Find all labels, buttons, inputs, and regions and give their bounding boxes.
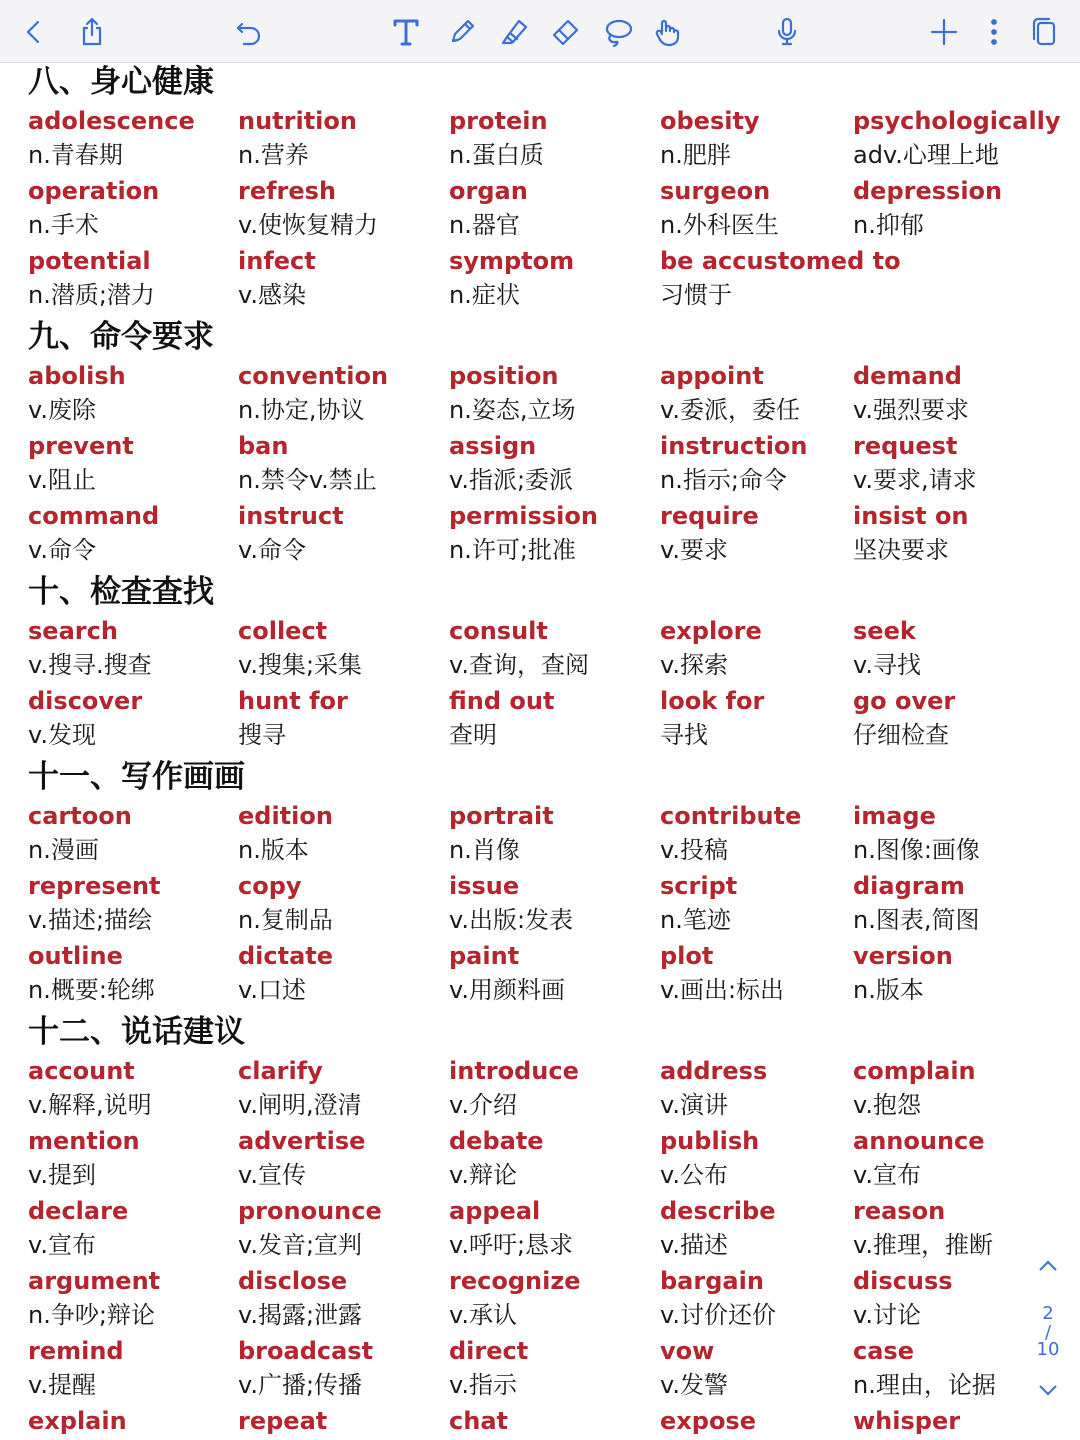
vocab-word: explore [660,617,762,645]
vocab-word: diagram [853,872,965,900]
vocab-meaning: v.描述 [660,1231,728,1259]
vocab-word: collect [238,617,328,645]
vocab-meaning: v.描述;描绘 [28,906,153,934]
vocab-word: nutrition [238,107,357,135]
vocab-word: portrait [449,802,554,830]
vocab-meaning: n.漫画 [28,836,99,864]
text-icon [389,15,423,49]
page-separator: / [1044,1322,1052,1343]
vocab-meaning: n.青春期 [28,141,123,169]
vocab-word: chat [449,1407,508,1435]
vocab-word: bargain [660,1267,764,1295]
vocab-meaning: v.指派;委派 [449,466,574,494]
vocab-meaning: v.讨论 [853,1301,921,1329]
vocab-meaning: 搜寻 [238,721,286,749]
plus-icon [927,15,961,49]
vocab-word: position [449,362,559,390]
toolbar [0,0,1080,63]
vocab-word: permission [449,502,598,530]
vocab-word: refresh [238,177,337,205]
vocab-meaning: v.阻止 [28,466,96,494]
vocab-word: contribute [660,802,802,830]
vocab-meaning: v.闸明,澄清 [238,1091,362,1119]
share-icon [75,15,109,49]
vocab-meaning: n.版本 [853,976,924,1004]
copy-pages-icon [1027,15,1061,49]
vocab-word: version [853,942,953,970]
gesture-tool-button[interactable] [646,10,690,54]
vocab-meaning: v.指示 [449,1371,517,1399]
back-button[interactable] [12,10,56,54]
vocab-meaning: n.姿态,立场 [449,396,576,424]
page-current: 2 [1042,1303,1054,1324]
vocab-meaning: n.理由，论据 [853,1371,996,1399]
vocab-meaning: v.搜寻.搜查 [28,651,152,679]
vocab-meaning: 坚决要求 [853,536,949,564]
vocab-word: broadcast [238,1337,374,1365]
vocab-meaning: v.出版:发表 [449,906,574,934]
vocab-meaning: v.感染 [238,281,306,309]
vocab-meaning: n.指示;命令 [660,466,787,494]
vocab-word: remind [28,1337,124,1365]
vocab-word: publish [660,1127,760,1155]
vocab-word: go over [853,687,956,715]
vocab-meaning: v.强烈要求 [853,396,969,424]
page-total: 10 [1036,1339,1060,1360]
share-button[interactable] [70,10,114,54]
vocab-meaning: n.营养 [238,141,309,169]
vocab-word: find out [449,687,555,715]
vocab-meaning: v.提醒 [28,1371,96,1399]
vocab-meaning: 查明 [449,721,497,749]
vocab-word: advertise [238,1127,366,1155]
vocab-word: disclose [238,1267,348,1295]
vocab-word: instruct [238,502,344,530]
eraser-icon [548,15,582,49]
vocab-meaning: 习惯于 [660,281,732,309]
vocab-meaning: v.抱怨 [853,1091,921,1119]
chevron-left-icon [17,15,51,49]
section-heading: 十一、写作画画 [28,759,245,795]
vocab-meaning: v.辩论 [449,1161,517,1189]
vocab-meaning: n.蛋白质 [449,141,544,169]
vocab-word: psychologically [853,107,1061,135]
vocab-word: dictate [238,942,334,970]
microphone-icon [770,15,804,49]
vocab-meaning: 仔细检查 [853,721,949,749]
vocab-word: expose [660,1407,756,1435]
vocab-word: look for [660,687,765,715]
vocab-word: seek [853,617,916,645]
vocab-word: assign [449,432,537,460]
vocab-word: complain [853,1057,976,1085]
vocab-meaning: 寻找 [660,721,708,749]
vocab-word: script [660,872,738,900]
document-page[interactable] [0,62,1080,1440]
vocab-word: pronounce [238,1197,382,1225]
vocab-meaning: v.口述 [238,976,306,1004]
vocab-word: consult [449,617,548,645]
more-vertical-icon [977,15,1011,49]
vocab-meaning: v.废除 [28,396,96,424]
text-tool-button[interactable] [384,10,428,54]
vocab-word: repeat [238,1407,328,1435]
vocab-meaning: n.争吵;辩论 [28,1301,155,1329]
vocab-meaning: n.抑郁 [853,211,924,239]
section-heading: 十、检查查找 [28,574,214,610]
vocab-word: image [853,802,936,830]
vocab-word: account [28,1057,135,1085]
vocab-word: request [853,432,958,460]
vocab-meaning: v.搜集;采集 [238,651,363,679]
vocab-word: depression [853,177,1003,205]
vocab-meaning: v.探索 [660,651,728,679]
vocab-meaning: v.画出:标出 [660,976,785,1004]
vocab-word: instruction [660,432,808,460]
vocab-word: mention [28,1127,140,1155]
pages-button[interactable] [1022,10,1066,54]
vocab-meaning: n.协定,协议 [238,396,365,424]
vocab-word: plot [660,942,714,970]
vocab-meaning: v.要求 [660,536,728,564]
vocab-word: whisper [853,1407,961,1435]
chevron-up-icon[interactable] [1030,1250,1066,1280]
vocab-meaning: v.推理，推断 [853,1231,993,1259]
vocab-meaning: v.揭露;泄露 [238,1301,363,1329]
vocab-meaning: v.发现 [28,721,96,749]
vocab-meaning: v.介绍 [449,1091,517,1119]
vocab-word: outline [28,942,123,970]
vocab-word: command [28,502,160,530]
section-heading: 十二、说话建议 [28,1014,245,1050]
vocab-word: issue [449,872,520,900]
vocab-word: address [660,1057,768,1085]
vocab-meaning: n.外科医生 [660,211,779,239]
vocab-meaning: n.肖像 [449,836,520,864]
vocab-meaning: v.解释,说明 [28,1091,152,1119]
vocab-meaning: n.潜质;潜力 [28,281,155,309]
vocab-word: explain [28,1407,127,1435]
vocab-meaning: n.图像:画像 [853,836,980,864]
vocab-word: copy [238,872,302,900]
pen-tool-button[interactable] [440,10,484,54]
chevron-down-icon[interactable] [1030,1374,1066,1404]
vocab-word: vow [660,1337,715,1365]
vocab-meaning: v.寻找 [853,651,921,679]
more-button[interactable] [972,10,1016,54]
vocab-meaning: v.用颜料画 [449,976,565,1004]
vocab-word: recognize [449,1267,581,1295]
vocab-word: discuss [853,1267,953,1295]
vocab-word: protein [449,107,548,135]
vocab-meaning: v.查询，查阅 [449,651,589,679]
vocab-word: cartoon [28,802,132,830]
vocab-meaning: v.发警 [660,1371,728,1399]
vocab-word: prevent [28,432,134,460]
section-heading: 八、身心健康 [28,64,214,100]
vocab-meaning: v.命令 [28,536,96,564]
undo-icon [232,15,266,49]
vocab-meaning: n.症状 [449,281,520,309]
vocab-meaning: v.要求,请求 [853,466,977,494]
vocab-word: declare [28,1197,129,1225]
vocab-word: operation [28,177,160,205]
vocab-meaning: v.公布 [660,1161,728,1189]
vocab-word: symptom [449,247,575,275]
vocab-word: represent [28,872,161,900]
vocab-word: adolescence [28,107,195,135]
vocab-meaning: n.版本 [238,836,309,864]
vocab-word: describe [660,1197,776,1225]
eraser-tool-button[interactable] [543,10,587,54]
vocab-word: edition [238,802,333,830]
vocab-word: discover [28,687,143,715]
vocab-word: organ [449,177,528,205]
page-navigator [1030,1250,1066,1420]
vocab-word: demand [853,362,962,390]
vocab-meaning: n.手术 [28,211,99,239]
highlighter-tool-button[interactable] [492,10,536,54]
vocab-meaning: v.提到 [28,1161,96,1189]
vocab-word: reason [853,1197,946,1225]
vocab-meaning: n.概要:轮绑 [28,976,155,1004]
vocab-word: surgeon [660,177,771,205]
vocab-word: debate [449,1127,544,1155]
vocab-word: obesity [660,107,760,135]
vocab-meaning: n.器官 [449,211,520,239]
vocab-meaning: n.许可;批准 [449,536,576,564]
lasso-tool-button[interactable] [596,10,640,54]
vocab-word: abolish [28,362,126,390]
vocab-word: potential [28,247,151,275]
vocab-meaning: n.禁令v.禁止 [238,466,377,494]
undo-button[interactable] [227,10,271,54]
vocab-meaning: v.演讲 [660,1091,728,1119]
microphone-button[interactable] [765,10,809,54]
vocab-word: require [660,502,759,530]
vocab-meaning: n.笔迹 [660,906,731,934]
vocab-word: hunt for [238,687,348,715]
vocab-word: paint [449,942,520,970]
vocab-meaning: v.投稿 [660,836,728,864]
vocab-meaning: v.使恢复精力 [238,211,378,239]
vocab-word: infect [238,247,316,275]
vocab-meaning: v.讨价还价 [660,1301,776,1329]
vocab-word: appoint [660,362,764,390]
vocab-meaning: n.肥胖 [660,141,731,169]
vocab-meaning: v.宣布 [28,1231,96,1259]
hand-pointer-icon [651,15,685,49]
vocab-word: search [28,617,118,645]
vocab-word: clarify [238,1057,323,1085]
vocab-word: appeal [449,1197,541,1225]
lasso-icon [601,15,635,49]
highlighter-icon [497,15,531,49]
vocab-meaning: n.复制品 [238,906,333,934]
vocab-meaning: v.宣布 [853,1161,921,1189]
vocab-meaning: v.呼吁;恳求 [449,1231,574,1259]
pen-icon [445,15,479,49]
vocab-word: case [853,1337,914,1365]
vocab-meaning: adv.心理上地 [853,141,999,169]
vocab-meaning: n.图表,简图 [853,906,980,934]
vocab-word: insist on [853,502,969,530]
vocab-meaning: v.发音;宣判 [238,1231,363,1259]
section-heading: 九、命令要求 [28,319,214,355]
vocab-word: announce [853,1127,985,1155]
vocab-word: be accustomed to [660,247,901,275]
vocab-word: convention [238,362,389,390]
vocab-word: argument [28,1267,161,1295]
vocab-meaning: v.承认 [449,1301,517,1329]
vocab-word: direct [449,1337,529,1365]
vocab-meaning: v.宣传 [238,1161,306,1189]
vocab-meaning: v.命令 [238,536,306,564]
vocab-word: introduce [449,1057,579,1085]
vocab-meaning: v.委派，委任 [660,396,800,424]
add-button[interactable] [922,10,966,54]
vocab-word: ban [238,432,289,460]
vocab-meaning: v.广播;传播 [238,1371,363,1399]
